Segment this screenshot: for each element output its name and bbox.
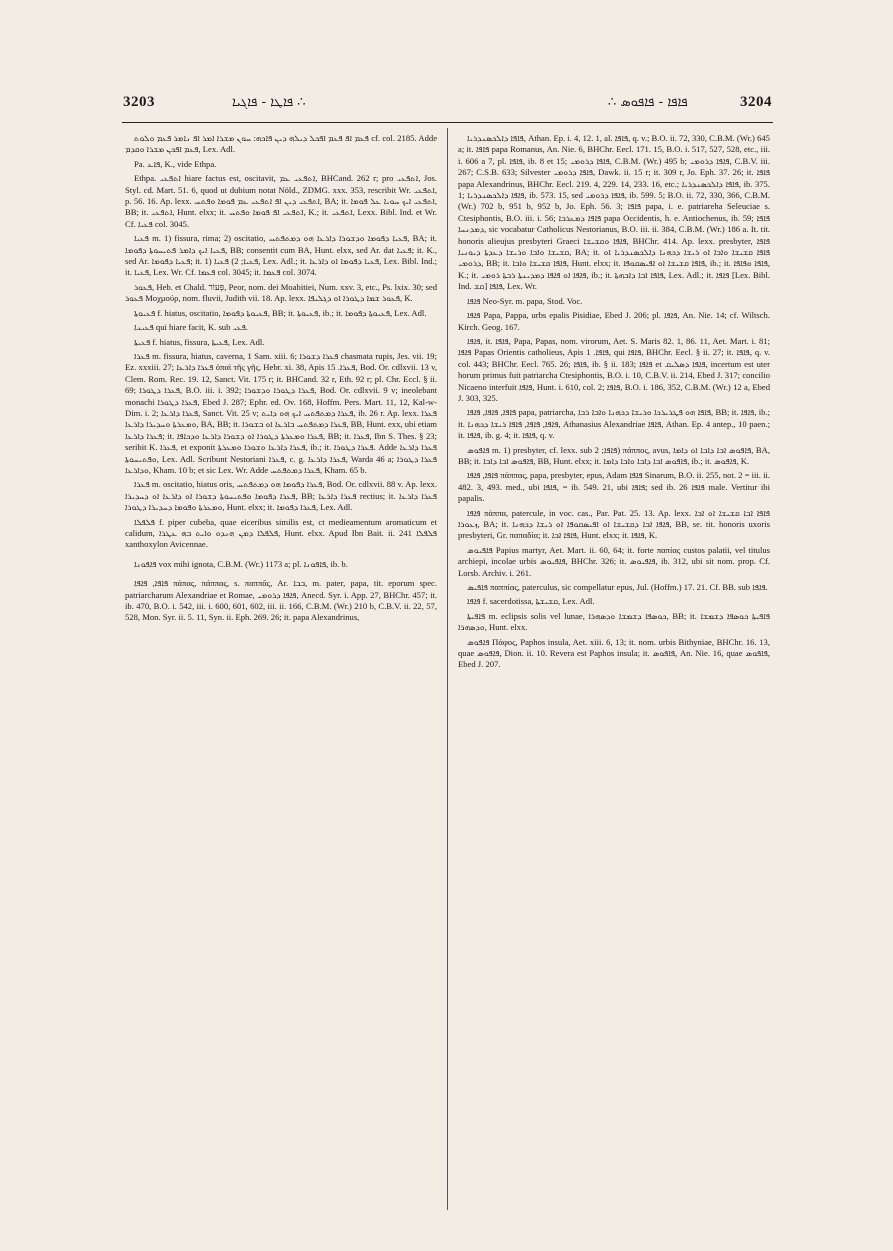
dictionary-entry: ܦܐܦܐ, ܦܐܦܐ πάππας, papa, presbyter, epus, Adam ܦܐܦܐ Sinarum, B.O. ii. 255, not. 2 = iii. ii. 482. 3, 493. med., ubi ܦܐܦܐ, = ib. 549. 21, ubi ܦܐܦܐ; sed ib. 26 ܦܐܦܐ male. Vertitur ibi papalis. <box>458 470 770 504</box>
dictionary-entry: ܦܥܡ ܐܦ ܦܥܡ ܐܦܟܠ ܕܝܠܗ ܕܝܢ ܦܐܟܗ: ܚܘܢ ܡܫܪܐ ܐܡܪ ܐܦ ܢܐܡܪ ܦܥܡ ܘܠܘܬ cf. col. 2185. Adde ܦܥܡ ܐܦܟܢ ܡܫܪܐ ܘܩܕܡ, Lex. Adl. <box>125 133 437 155</box>
dictionary-entry: ܦܥܝܘܬܐ f. hiatus, oscitatio, ܦܥܝܘܬܐ ܕܦܘܡܐ, BB; it. ܦܥܝܘܬܐ, ib.; it. ܦܥܝܘܬܐ ܕܦܘܡܐ, Lex. Adl. <box>134 307 427 318</box>
dictionary-entry: ܦܥܝܐ m. 1) fissura, rima; 2) oscitatio, ܦܥܝܐ ܕܦܘܡܐ ܘܕܫܘܪܐ ܕܐܪܥܐ ܗܘ ܕܡܬܦܬܚ, BA; it. ܦܥܝܐ ܐܝܟ ܕܐܡܪ ܦܬܝܚܘܬܐ ܕܦܘܡܐ, BB; consentit cum BA, Hunt. elxx, sed Ar. dat ܦܥܝܐ; it. K., sed Ar. ܦܥܝܐ ܕܦܘܡܐ; it. 1) ܦܥܝܐ; 2) ܦܥܝܐ, Lex. Adl.; it. ܦܥܝܐ ܕܦܘܡܐ ܐܘ ܕܐܪܥܐ, Lex. Bibl. Ind.; it. ܦܥܝܐ, Lex. Wr. Cf. ܦܥܡܐ col. 3045; it. ܦܥܡܐ col. 3074. <box>125 233 437 278</box>
dictionary-entry: ܦܐܦܐ Neo-Syr. m. papa, Stod. Voc. <box>467 295 583 306</box>
dictionary-entry: ܦܐܦܝܘܣ Papius martyr, Aet. Mart. ii. 60, 64; it. forte παπίας custos palatii, vel titulus archiepi, incolae urbis ܦܐܦܝܘܣ, BHChr. 326; it. ܦܐܦܝܘܣ, ib. 312, ubi sit nom. prop. Cf. Lorsb. Archiv. i. 261. <box>458 544 770 578</box>
column-divider <box>447 128 448 1210</box>
dictionary-entry: ܦܐܦܘܣ m. 1) presbyter, cf. lexx. sub ܦܐܦܐ; 2) πάππος, avus, ܦܐܦܘܣ ܐܒܐ ܕܐܒܐ ܐܘ ܕܐܡܐ, BA, BB; it. ܦܐܦܘܣ ܐܒܐ ܕܐܒܐ, BB, Hunt. elxx; it. ܦܐܦܘܣ ܐܒܐ ܕܐܒܐ ܘܐܒܐ ܕܐܡܐ, ib.; it. ܦܐܦܘܣ, K. <box>458 444 770 466</box>
dictionary-entry: ܦܐܦܐ Papa, Pappa, urbs epalis Pisidiae, Ebed J. 206; pl. ܦܐܦܐ, An. Nie. 14; cf. Wiltsch. Kirch. Geog. 167. <box>458 310 770 332</box>
dictionary-entry: ܦܐܦܝܬܐ m. eclipsis solis vel lunae, ܟܘܣܦܐ ܕܫܡܫܐ ܘܕܣܗܪܐ, BB; it. ܦܐܦܝܬܐ ܟܘܣܦܐ ܕܫܡܫܐ ܘܕܣܗܪܐ, Hunt. elxx. <box>458 610 770 633</box>
dictionary-entry: ܦܥܪܐ m. oscitatio, hiatus oris, ܦܥܪܐ ܕܦܘܡܐ ܗܘ ܕܡܬܦܬܚ, Bod. Or. cdlxvii. 88 v. Ap. lexx. ܦܥܪܐ ܕܦܘܡܐ ܘܦܬܝܚܘܬܐ ܕܫܘܪܐ ܐܘ ܕܐܪܥܐ ܐܘ ܕܚܕܝܪܐ, BB; ܦܥܪܐ ܕܐܪܥܐ rectius; it. ܦܥܪܐ ܕܐܪܥܐ ܘܡܥܪܬܐ ܘܦܘܡܐ ܕܚܕܝܪܐ ܕܛܘܪܐ, Hunt. elxx; it. ܦܥܪܐ ܕܦܘܡܐ, Lex. Adl. <box>125 479 437 513</box>
dictionary-entry: Pa. ܦܐܥ, K., vide Ethpa. <box>134 158 217 169</box>
dictionary-entry: Ethpa. ܐܬܦܥܝ hiare factus est, oscitavit, ܐܬܦܥܝ ܥܡ, BHCand. 262 r; pro ܐܬܦܥܝ, Jos. Styl. cd. Mart. 51. 6, quod ut dubium notat Nöld., ZDMG. xxx. 353, rescribit Wr. ܐܬܦܥܝ, p. 56. 16. Ap. lexx. ܐܬܦܥܝ ܕܝܢ ܐܦ ܐܬܦܥܝ ܥܡ ܦܘܡܐ ܘܦܬܚ, BA; it. ܐܬܦܥܝ ܐܝܟ ܚܘܝܐ ܥܠ ܦܘܡܐ, BB; it. ܐܬܦܥܝ, Hunt. elxx; it. ܐܬܦܥܝ ܐܦ ܦܘܡܐ ܘܦܬܚ, K.; it. ܐܬܦܥܝ, Lexx. Bibl. Ind. et Wr. Cf. ܦܥܝܐ col. 3045. <box>125 173 437 229</box>
running-head-left: ܦܐܛܐ - ܦܐܓܝܐ ∴ <box>232 95 306 110</box>
header-rule <box>122 122 773 123</box>
dictionary-entry: ܦܐܦܐ f. sacerdotissa, ܩܫܝܫܬܐ, Lex. Adl. <box>467 596 595 607</box>
dictionary-entry: ܦܐܦܐ, ܦܐܦܐ πάπας, πάππας, s. παππᾶς, Ar. ܒܒܐ, m. pater, papa, tit. eporum spec. patriarcharum Alexandriae et Romae, ܦܐܦܐ ܕܪܘܡܝ, Anecd. Syr. i. App. 27, BHChr. 457; it. ib. 470, B.O. i. 542, iii. i. 600, 601, 602, iii. ii. 166, C.B.M. (Wr.) 210 b, C.B.V. ii. 22, 57, 528, Mon. Syr. ii. 5. 11, Syn. ii. Eph. 269. 26; it. papa Alexandrinus, <box>125 578 437 623</box>
dictionary-entry: ܦܐܦܐ, it. ܦܐܦܐ, Papa, Papas, nom. virorum, Aet. S. Maris 82. 1, 86. 11, Aet. Mart. i. 81; ܦܐܦܐ Papas Orientis catholieus, Apis ܦܐܦܐ. 1, qui ܦܐܦܐ, BHChr. Eecl. § ii. 27; it. ܦܐܦܐ, q. v. col. 443; BHChr. Eecl. 765. 26; ܦܐܦܐ, ib. § ii. 183; ܦܐܦܐ et ܦܐܦܐ ܕܣܠܝܩ, incertum est uter horum primus fuit patriarcha Ctesiphontis, B.O. i. 10, C.B.V. ii. 214, Ebed J. 317; concilio Nicaeno interfuit ܦܐܦܐ, Hunt. i. 610, col. 2; ܦܐܦܐ, B.O. i. 186, 352, C.B.M. (Wr.) 12 a, Ebed J. 303, 325. <box>458 335 770 403</box>
page-number-right: 3204 <box>740 94 772 110</box>
dictionary-entry: ܦܐܦܐ πάππα, patercule, in voc. cas., Par. Pat. 25. 13. Ap. lexx. ܦܐܦܐ ܐܒܐ ܩܫܝܫܐ ܐܘ ܐܒܐ ܙܥܘܪܐ, BA; it. ܦܐܦܐ ܐܒܐ ܕܩܫܝܫܐ ܐܘ ܐܦܝܣܩܘܦܐ ܐܘ ܪܝܫܐ ܕܟܗܢܐ, BB, se. tit. honoris uxoris presbyteri, Gr. παπαδία; it. ܦܐܦܐ ܐܒܐ, Hunt. elxx; it. ܦܐܦܐ, K. <box>458 507 770 541</box>
dictionary-entry: ܦܐܦܘܢܐ vox mihi ignota, C.B.M. (Wr.) 1173 a; pl. ܦܐܦܘܢܐ, ib. b. <box>134 558 348 569</box>
running-head-right: ∴ ܦܐܦܐ - ܦܐܦܘܣ <box>608 95 688 110</box>
left-column <box>125 133 437 1213</box>
dictionary-entry: ܦܠܦܠܐ f. piper cubeba, quae eiceribus similis est, ct medieamentum aromaticum et calidum, ܦܠܦܠܐ ܕܡܢ ܗܢܕܘ ܘܐܝܬ ܒܗ ܥܛܪܐ, Hunt. elxx. Apud Ibn Bait. ii. 241 ܦܠܦܠܐ xanthoxylon Avicennae. <box>125 516 437 550</box>
dictionary-entry: ܦܐܦܐ, ܦܐܦܐ, ܦܐܦܐ papa, patriarcha, ܦܐܦܐ ܗܘ ܦܛܪܝܪܟܐ ܘܪܝܫܐ ܕܟܗܢܐ ܘܐܒܐ ܪܒܐ, BB; it. ܦܐܦܐ, ib.; it. ܦܐܦܐ, ܦܐܦܐ, ܦܐܦܐ ܪܝܫܐ ܕܟܗܢܐ, Athanasius Alexandriae ܦܐܦܐ, Athan. Ep. 4 antep., 10 paen.; it. ܦܐܦܐ, ib. g. 4; it. ܦܐܦܐ, q. v. <box>458 407 770 441</box>
page-header <box>0 94 893 118</box>
dictionary-entry: ܦܥܝܬܐ f. hiatus, fissura, ܦܥܝܬܐ, Lex. Adl. <box>134 336 265 347</box>
dictionary-entry: ܦܥܘܪ, Heb. et Chald. פְּעוֹר, Peor, nom. dei Moabitiei, Num. xxv. 3, etc., Ps. lxix. 30; sed ܦܥܘܪ Μοχμούρ, nom. fluvii, Judith vii. 18. Ap. lexx. ܦܥܘܪ ܫܡܐ ܕܛܘܪܐ ܐܘ ܕܓܠܝܦܐ, K. <box>125 281 437 304</box>
dictionary-entry: ܦܥܝܢܐ qui hiare facit, K. sub ܦܥܝ. <box>134 322 249 333</box>
dictionary-entry: ܦܐܦܝܣ παππίας, paterculus, sic compellatur epus, Jul. (Hoffm.) 17. 21. Cf. BB. sub ܦܐܦܐ. <box>467 582 768 593</box>
dictionary-entry: ܦܐܦܐ ܕܐܠܟܣܢܕܪܝܐ, Athan. Ep. i. 4, 12. 1, al. ܦܐܦܐ, q. v.; B.O. ii. 72, 330, C.B.M. (Wr.) 645 a; it. ܦܐܦܐ papa Romanus, An. Nie. 6, BHChr. Eecl. 171. 15, B.O. i. 517, 527, 528, etc., iii. i. 606 a 7, pl. ܦܐܦܐ, ib. 8 et 15; ܦܐܦܐ ܕܪܘܡܝ, C.B.M. (Wr.) 495 b; ܦܐܦܐ ܕܪܘܡܝ, C.B.V. iii. 267; C.S.B. 633; Silvester ܦܐܦܐ ܕܪܘܡܝ, Dawk. ii. 15 r; it. 309 r, Jo. Eph. 37. 26; it. ܦܐܦܐ papa Alexandrinus, BHChr. Eecl. 219. 4, 229. 14, 233. 16, etc.; ܦܐܦܐ ܕܐܠܟܣܢܕܪܝܐ, ib. 375. 1; ܦܐܦܐ ܕܐܠܟܣܢܕܪܝܐ, ib. 573. 15, sed ܦܐܦܐ ܕܪܘܡܝ, ib. 599. 5; B.O. ii. 72, 330, 366, C.B.M. (Wr.) 702 b, 951 b, 952 b, Jo. Eph. 56. 3; ܦܐܦܐ papa, i. e. patriareha Seleuciae s. Ctesiphontis, B.O. iii. i. 56; ܦܐܦܐ ܕܡܥܪܒܐ papa Occidentis, h. e. Antiochenus, ib. 59; ܦܐܦܐ ܕܡܕܢܚܐ, sic vocabatur Catholicus Nestorianus, B.O. iii. ii. 384, C.B.M. (Wr.) 186 a. It. tit. honoris alieujus presbyteri Graeci ܦܐܦܐ ܘܩܫܝܫܐ, BHChr. 414. Ap. lexx. presbyter, ܦܐܦܐ ܩܫܝܫܐ ܘܐܒܐ ܘܪܝܫܐ ܕܥܕܬܐ ܕܝܘܢܝܐ, BA; it. ܦܐܦܐ ܩܫܝܫܐ ܘܐܒܐ ܐܘ ܪܝܫܐ ܕܟܗܢܐ ܕܐܠܟܣܢܕܪܝܐ ܐܘ ܕܪܘܡܝ, BB; it. ܦܐܦܐ ܩܫܝܫܐ ܘܐܒܐ, Hunt. elxx; it. ܦܐܦܐ ܩܫܝܫܐ ܐܘ ܐܦܝܣܩܘܦܐ, ib.; it. ܦܐܦܐ ܘܦܐܦܐ, K.; it. ܦܐܦܐ ܐܘ ܦܐܦܐ ܕܡܕܝܢܬܐ ܪܒܬܐ ܪܘܡܝ, ib.; it. ܦܐܦܐ ܐܒܐ ܕܐܒܗܬܐ, Lex. Adl.; it. ܦܐܦܐ [Lex. Bibl. Ind. ܩܫ] ܦܐܦܐ, Lex. Wr. <box>458 133 770 292</box>
right-column <box>458 133 770 1213</box>
page-number-left: 3203 <box>123 94 155 110</box>
dictionary-entry: ܦܐܦܘܣ Πάφος, Paphos insula, Aet. xiii. 6, 13; it. nom. urbis Bithyniae, BHChr. 16. 13, quae ܦܐܦܘܣ, Dion. ii. 10. Revera est Paphos insula; it. ܦܐܦܘܣ, An. Nie. 16, quae ܦܐܦܘܣ, Ebed J. 207. <box>458 636 770 670</box>
dictionary-entry: ܦܥܪܐ m. fissura, hiatus, caverna, 1 Sam. xiii. 6; ܦܥܪܐ ܕܫܘܪܐ chasmata rupis, Jes. vii. 19; Ez. xxxiii. 27; ܦܥܪܐ ܕܐܪܥܐ ὀπαὶ τῆς γῆς, Hebr. xi. 38, Apis ܦܥܪܐ. 15, Bod. Or. cdlxvii. 13 v, Clem. Rom. Rec. 19. 12, Sanct. Vit. 175 r; it. BHCand. 32 r, Eth. 92 r; pl. Chr. Eccl. § ii. 69; ܦܥܪܐ ܕܛܘܪܐ, B.O. iii. i. 392; ܦܥܪܐ ܕܛܘܪܐ ܘܕܫܘܪܐ, Bod. Or. cdlxvii. 9 v; ineolebant monachi ܦܥܪܐ ܕܛܘܪܐ, Ebed J. 287; Ephr. ed. Ov. 168, Hoffm. Pers. Mart. 11, 12, Kal-w-Dim. i. 2; ܦܥܪܐ ܕܐܪܥܐ, Sanct. Vit. 25 v; ܦܥܪܐ ܕܡܬܦܬܚ ܐܝܟ ܗܘ ܕܐܝܬ, ib. 26 r. Ap. lexx. ܦܥܪܐ ܘܡܥܪܬܐ ܘܚܕܝܪܐ ܕܐܪܥܐ, BA, BB; it. ܦܥܪܐ ܕܡܬܦܬܚ ܒܐܪܥܐ ܐܘ ܒܫܘܪܐ, BB, Hunt. exx, ubi etiam ܦܥܪܐ ܕܐܪܥܐ; it. ܦܥܪܐ ܘܡܥܪܬܐ ܕܛܘܪܐ ܐܘ ܕܫܘܪܐ ܕܐܪܥܐ ܘܕܟܐܦܐ, BB; it. ܦܥܪܐ, Ibn S. Thes. § 23; seribit K. ܦܥܪܐ, et exponit ܦܥܪܐ ܕܐܪܥܐ ܘܫܘܪܐ ܘܡܥܪܬܐ, ib.; it. ܦܥܪܐ ܕܛܘܪܐ. Adde ܦܥܪܐ ܕܐܪܥܐ ܘܦܬܝܚܘܬܐ, Lex. Adl. Scribunt Nestoriani ܦܥܪܐ, c. g. ܦܥܪܐ ܕܐܪܥܐ, Warda 46 a; ܦܥܪܐ ܕܛܘܪܐ ܘܕܐܪܥܐ, Kham. 10 b; et sic Lex. Wr. Adde ܦܥܪܐ ܕܡܬܦܬܚ, Kham. 65 b. <box>125 350 437 475</box>
